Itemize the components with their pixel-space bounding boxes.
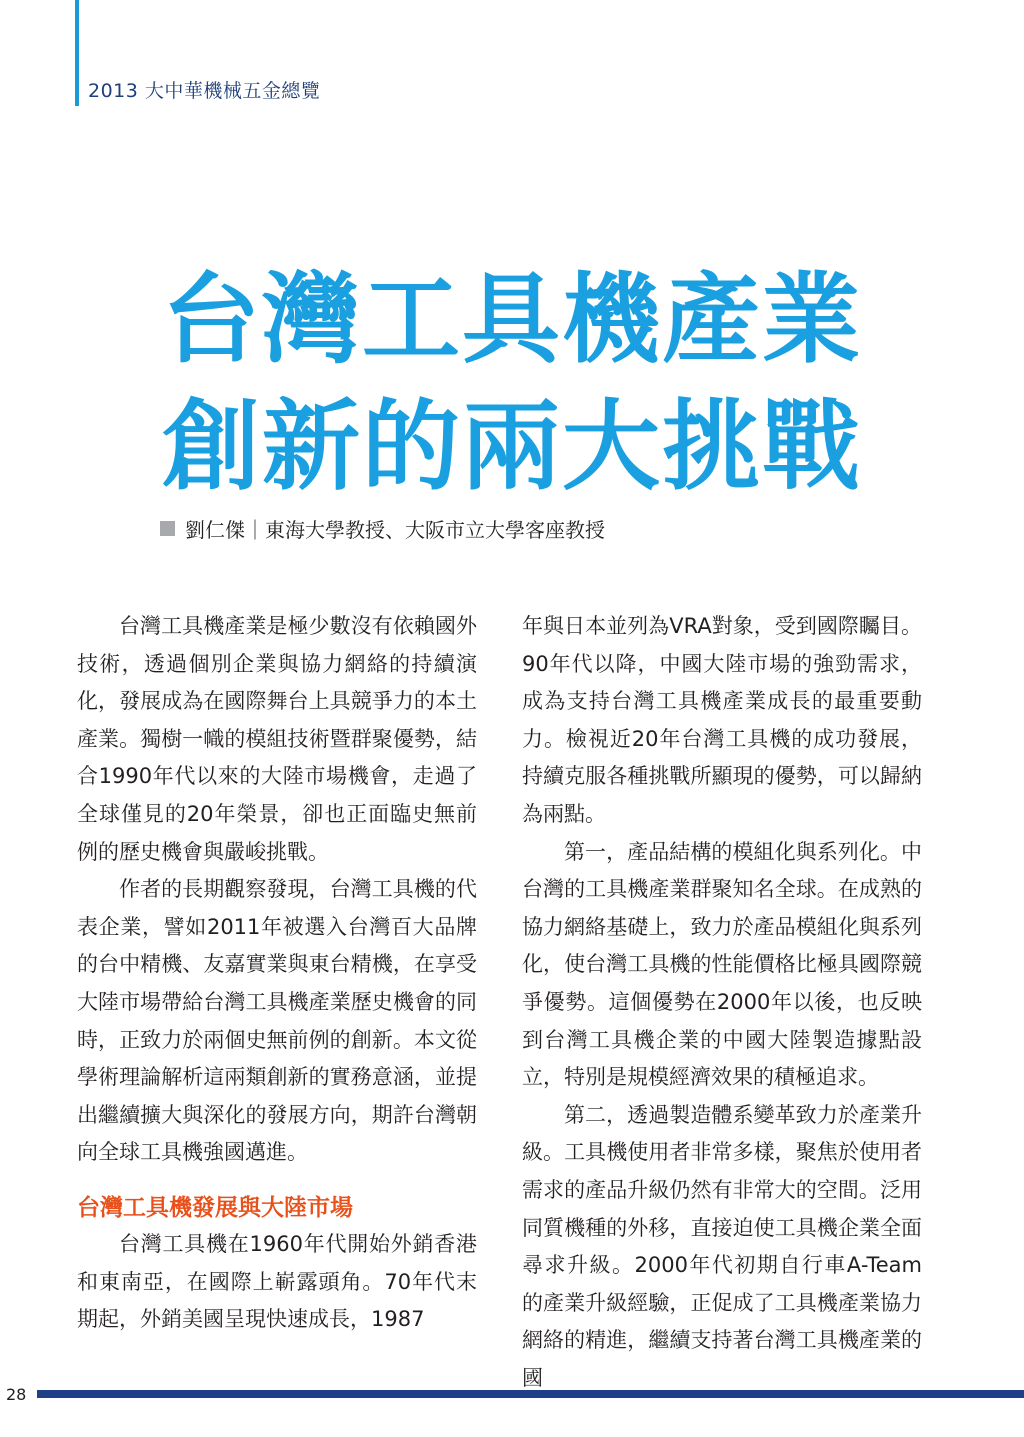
article-title-line-2: 創新的兩大挑戰 <box>161 390 862 504</box>
header-accent-bar <box>75 0 79 106</box>
publication-header: 2013 大中華機械五金總覽 <box>88 80 321 102</box>
article-title-line-1: 台灣工具機產業 <box>161 263 862 377</box>
body-paragraph: 台灣工具機產業是極少數沒有依賴國外技術，透過個別企業與協力網絡的持續演化，發展成為在國際舞台上具競爭力的本土產業。獨樹一幟的模組技術暨群聚優勢，結合1990年代以來的大陸市場機會，走過了全球僅見的20年榮景，卻也正面臨史無前例的歷史機會與嚴峻挑戰。 <box>77 614 477 864</box>
right-column <box>522 608 922 1397</box>
byline-text: 劉仁傑｜東海大學教授、大阪市立大學客座教授 <box>185 518 605 542</box>
body-paragraph: 第二，透過製造體系變革致力於產業升級。工具機使用者非常多樣，聚焦於使用者需求的產品升級仍然有非常大的空間。泛用同質機種的外移，直接迫使工具機企業全面尋求升級。2000年代初期自行車A-Team的產業升級經驗，正促成了工具機產業協力網絡的精進，繼續支持著台灣工具機產業的國 <box>522 1102 922 1390</box>
page-number: 28 <box>6 1385 27 1404</box>
body-paragraph: 作者的長期觀察發現，台灣工具機的代表企業，譬如2011年被選入台灣百大品牌的台中精機、友嘉實業與東台精機，在享受大陸市場帶給台灣工具機產業歷史機會的同時，正致力於兩個史無前例的創新。本文從學術理論解析這兩類創新的實務意涵，並提出繼續擴大與深化的發展方向，期許台灣朝向全球工具機強國邁進。 <box>77 877 477 1165</box>
body-paragraph: 台灣工具機在1960年代開始外銷香港和東南亞，在國際上嶄露頭角。70年代末期起，外銷美國呈現快速成長，1987 <box>77 1231 477 1332</box>
section-heading: 台灣工具機發展與大陸市場 <box>77 1194 353 1221</box>
author-byline <box>160 514 605 543</box>
byline-square-icon <box>160 521 175 536</box>
body-paragraph: 年與日本並列為VRA對象，受到國際矚目。90年代以降，中國大陸市場的強勁需求，成為支持台灣工具機產業成長的最重要動力。檢視近20年台灣工具機的成功發展，持續克服各種挑戰所顯現的優勢，可以歸納為兩點。 <box>522 614 922 826</box>
left-column <box>77 608 477 1339</box>
body-paragraph: 第一，產品結構的模組化與系列化。中台灣的工具機產業群聚知名全球。在成熟的協力網絡基礎上，致力於產品模組化與系列化，使台灣工具機的性能價格比極具國際競爭優勢。這個優勢在2000年以後，也反映到台灣工具機企業的中國大陸製造據點設立，特別是規模經濟效果的積極追求。 <box>522 839 922 1090</box>
footer-bar <box>37 1390 1024 1398</box>
